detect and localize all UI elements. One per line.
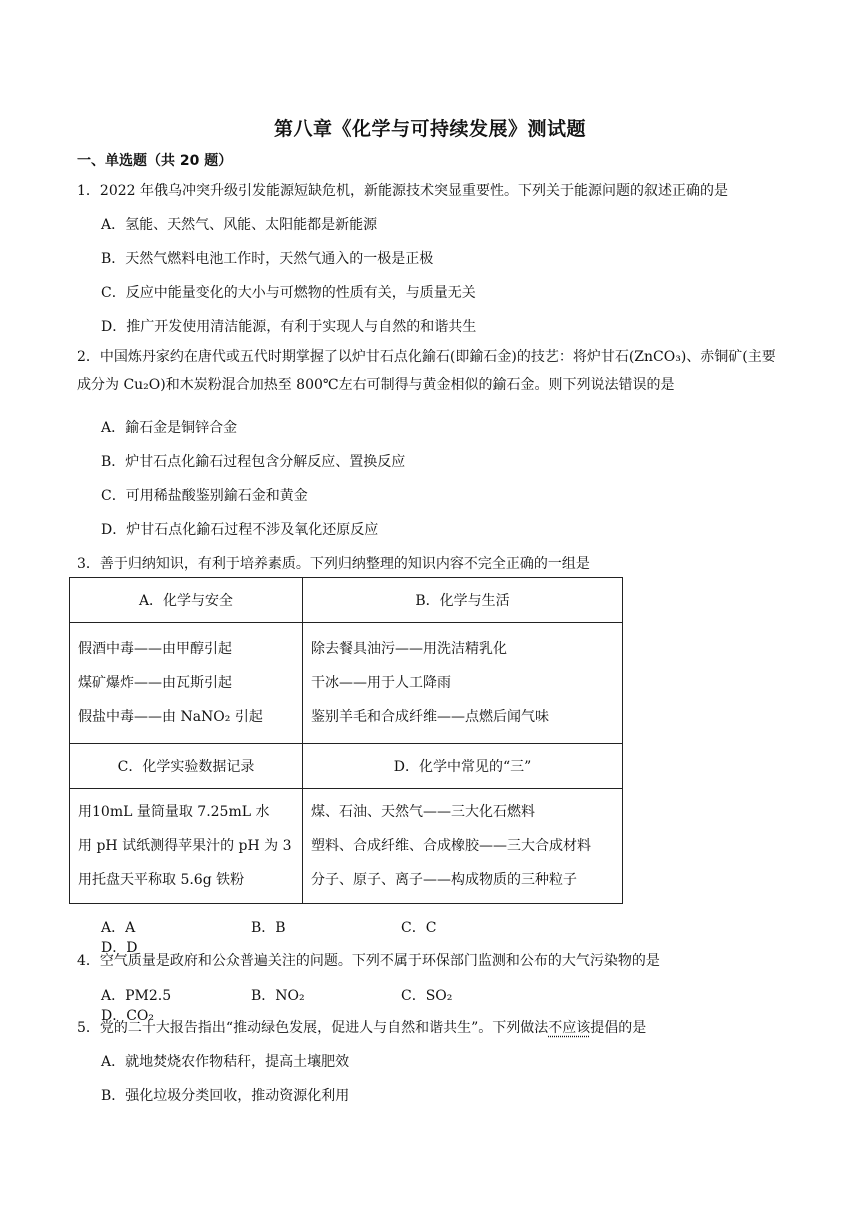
question-5-stem-before: 5．党的二十大报告指出“推动绿色发展，促进人与自然和谐共生”。下列做法 [77,1020,549,1036]
question-4-stem: 4．空气质量是政府和公众普遍关注的问题。下列不属于环保部门监测和公布的大气污染物的是 [77,953,660,969]
table-b-line-3: 鉴别羊毛和合成纤维——点燃后闻气味 [311,709,549,725]
question-3-option-d: D．D [101,940,138,956]
question-2-option-a: A．鍮石金是铜锌合金 [101,420,238,436]
question-2-option-d: D．炉甘石点化鍮石过程不涉及氧化还原反应 [101,522,379,538]
question-2-option-c: C．可用稀盐酸鉴别鍮石金和黄金 [101,488,308,504]
question-5-option-a: A．就地焚烧农作物秸秆，提高土壤肥效 [101,1054,350,1070]
question-1-option-d: D．推广开发使用清洁能源，有利于实现人与自然的和谐共生 [101,319,477,335]
table-cell-c [70,789,303,904]
question-4-option-b: B．NO₂ [251,988,305,1004]
table-head-d: D．化学中常见的“三” [303,744,623,789]
question-5-stem [77,1017,646,1037]
question-5-option-b: B．强化垃圾分类回收，推动资源化利用 [101,1088,350,1104]
table-b-line-2: 干冰——用于人工降雨 [311,675,451,691]
question-5-stem-emphasis: 不应该 [548,1020,591,1036]
question-4-option-a: A．PM2.5 [101,988,172,1004]
table-d-line-1: 煤、石油、天然气——三大化石燃料 [311,804,535,820]
table-c-line-1: 用10mL 量筒量取 7.25mL 水 [78,804,270,820]
table-head-b: B．化学与生活 [303,578,623,623]
question-3-option-c: C．C [401,920,437,936]
question-2-stem: 2．中国炼丹家约在唐代或五代时期掌握了以炉甘石点化鍮石(即鍮石金)的技艺：将炉甘石(ZnCO₃)、赤铜矿(主要成分为 Cu₂O)和木炭粉混合加热至 800℃左右可制得与黄金相似的鍮石金。则下列说法错误的是 [77,349,776,393]
question-1-option-a: A．氢能、天然气、风能、太阳能都是新能源 [101,217,378,233]
knowledge-table [69,577,623,904]
question-1-option-b: B．天然气燃料电池工作时，天然气通入的一极是正极 [101,251,434,267]
table-b-line-1: 除去餐具油污——用洗洁精乳化 [311,641,507,657]
table-c-line-2: 用 pH 试纸测得苹果汁的 pH 为 3 [78,838,292,854]
table-cell-a [70,623,303,744]
question-2-option-b: B．炉甘石点化鍮石过程包含分解反应、置换反应 [101,454,406,470]
question-3-option-b: B．B [251,920,286,936]
question-1-stem: 1．2022 年俄乌冲突升级引发能源短缺危机，新能源技术突显重要性。下列关于能源问题的叙述正确的是 [77,183,728,199]
table-a-line-3: 假盐中毒——由 NaNO₂ 引起 [78,709,263,725]
table-cell-d [303,789,623,904]
page-title: 第八章《化学与可持续发展》测试题 [273,118,586,140]
table-head-c: C．化学实验数据记录 [70,744,303,789]
table-head-a: A．化学与安全 [70,578,303,623]
table-a-line-1: 假酒中毒——由甲醇引起 [78,641,232,657]
table-d-line-3: 分子、原子、离子——构成物质的三种粒子 [311,872,577,888]
question-4-option-c: C．SO₂ [401,988,453,1004]
table-a-line-2: 煤矿爆炸——由瓦斯引起 [78,675,232,691]
table-cell-b [303,623,623,744]
table-d-line-2: 塑料、合成纤维、合成橡胶——三大合成材料 [311,838,591,854]
question-3-stem: 3．善于归纳知识，有利于培养素质。下列归纳整理的知识内容不完全正确的一组是 [77,556,590,572]
question-5-stem-after: 提倡的是 [590,1020,647,1036]
table-c-line-3: 用托盘天平称取 5.6g 铁粉 [78,872,245,888]
question-3-option-a: A．A [101,920,136,936]
question-4-option-d: D．CO₂ [101,1008,155,1024]
question-1-option-c: C．反应中能量变化的大小与可燃物的性质有关，与质量无关 [101,285,476,301]
section-heading: 一、单选题（共 20 题） [77,153,233,169]
